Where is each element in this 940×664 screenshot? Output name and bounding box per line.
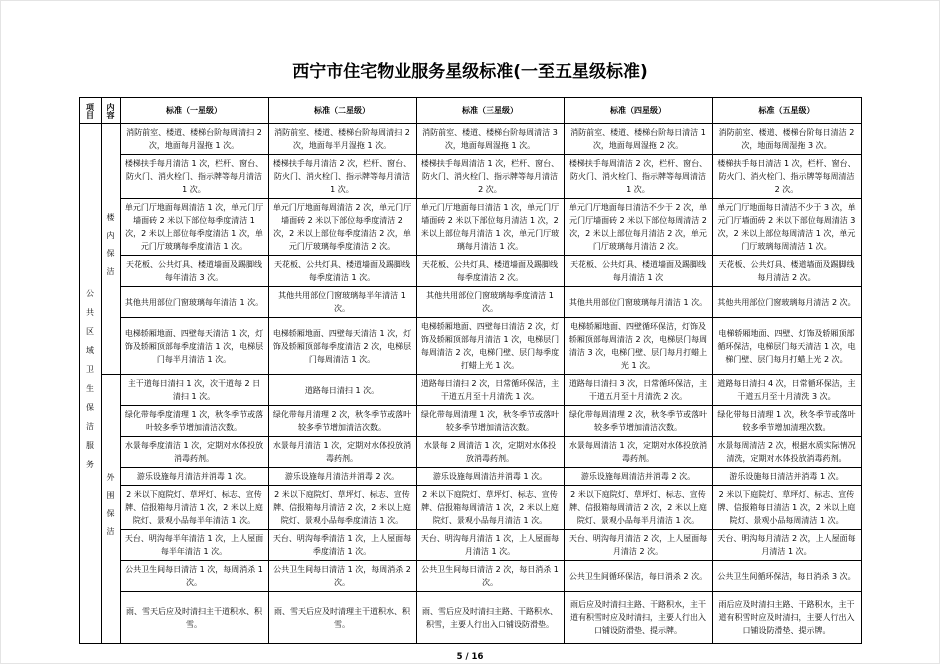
standard-cell: 其他共用部位门窗玻璃每月清洁 2 次。 <box>712 287 861 318</box>
table-header-row <box>79 98 861 124</box>
table-row <box>79 199 861 256</box>
standard-cell: 公共卫生间每日清洁 1 次，每周消杀 1 次。 <box>120 561 268 592</box>
standard-cell: 绿化带每周清理 2 次，秋冬季节或落叶较多季节增加清洁次数。 <box>564 406 712 437</box>
standard-cell: 水景每周清洁 1 次，定期对水体投放消毒药剂。 <box>564 437 712 468</box>
project-label: 公共区域卫生保洁服务 <box>79 124 101 644</box>
standard-cell: 雨、雪后应及时清扫主路、干路积水、积雪，主要人行出入口铺设防滑垫。 <box>416 592 564 644</box>
standard-cell: 道路每日清扫 2 次，日常循环保洁，主干道五月至十月清洗 1 次。 <box>416 375 564 406</box>
standard-cell: 天花板、公共灯具、楼道墙面及踢脚线每季度清洁 1 次。 <box>268 256 416 287</box>
standard-cell: 雨、雪天后应及时清扫主干道积水、积雪。 <box>120 592 268 644</box>
standard-cell: 2 米以下庭院灯、草坪灯、标志、宣传牌、信报箱每周清洁 2 次，2 米以上庭院灯、景观小品每半月清洁 1 次。 <box>564 486 712 530</box>
header-standard-1star: 标准（一星级） <box>120 98 268 124</box>
standard-cell: 电梯轿厢地面、四壁、灯饰及轿厢顶部循环保洁，电梯层门每天清洁 1 次，电梯门壁、层门每月打蜡上光 2 次。 <box>712 318 861 375</box>
standard-cell: 主干道每日清扫 1 次，次干道每 2 日清扫 1 次。 <box>120 375 268 406</box>
standard-cell: 绿化带每季度清理 1 次，秋冬季节或落叶较多季节增加清洁次数。 <box>120 406 268 437</box>
standard-cell: 雨、雪天后应及时清理主干道积水、积雪。 <box>268 592 416 644</box>
table-row <box>79 256 861 287</box>
standard-cell: 天花板、公共灯具、楼道墙面及踢脚线每季度清洁 2 次。 <box>416 256 564 287</box>
standard-cell: 2 米以下庭院灯、草坪灯、标志、宣传牌、信报箱每日清洁 1 次，2 米以上庭院灯、景观小品每周清洁 1 次。 <box>712 486 861 530</box>
table-row <box>79 287 861 318</box>
header-content: 内容 <box>101 98 120 124</box>
standard-cell: 单元门厅地面每日清洁不少于 3 次，单元门厅墙面砖 2 米以下部位每周清洁 3 次，2 米以上部位每周清洁 1 次，单元门厅玻璃每周清洁 1 次。 <box>712 199 861 256</box>
standard-cell: 天台、明沟每月清洁 2 次，上人屋面每月清洁 2 次。 <box>564 530 712 561</box>
table-row <box>79 124 861 155</box>
standard-cell: 电梯轿厢地面、四壁每日清洁 2 次，灯饰及轿厢顶部每月清洁 1 次，电梯层门每周清洁 2 次，电梯门壁、层门每季度打蜡上光 1 次。 <box>416 318 564 375</box>
standard-cell: 楼梯扶手每月清洁 1 次，栏杆、窗台、防火门、消火栓门、指示牌等每月清洁 1 次。 <box>120 155 268 199</box>
standard-cell: 其他共用部位门窗玻璃每年清洁 1 次。 <box>120 287 268 318</box>
standard-cell: 2 米以下庭院灯、草坪灯、标志、宣传牌、信报箱每月清洁 1 次，2 米以上庭院灯、景观小品每半年清洁 1 次。 <box>120 486 268 530</box>
standard-cell: 天台、明沟每半年清洁 1 次，上人屋面每半年清洁 1 次。 <box>120 530 268 561</box>
standard-cell: 其他共用部位门窗玻璃每季度清洁 1 次。 <box>416 287 564 318</box>
table-row <box>79 592 861 644</box>
table-row <box>79 437 861 468</box>
table-row <box>79 530 861 561</box>
standard-cell: 绿化带每月清理 2 次，秋冬季节或落叶较多季节增加清洁次数。 <box>268 406 416 437</box>
standard-cell: 天花板、公共灯具、楼道墙面及踢脚线每月清洁 2 次。 <box>712 256 861 287</box>
standard-cell: 公共卫生间循环保洁，每日消杀 3 次。 <box>712 561 861 592</box>
standard-cell: 雨后应及时清扫主路、干路积水，主干道有积雪时应及时清扫，主要人行出入口铺设防滑垫、提示牌。 <box>564 592 712 644</box>
standard-cell: 楼梯扶手每周清洁 2 次，栏杆、窗台、防火门、消火栓门、指示牌等每周清洁 1 次。 <box>564 155 712 199</box>
standard-cell: 公共卫生间循环保洁，每日消杀 2 次。 <box>564 561 712 592</box>
section-label-outdoor: 外围保洁 <box>101 375 120 644</box>
standard-cell: 消防前室、楼道、楼梯台阶每周清扫 2 次，地面每月湿拖 1 次。 <box>120 124 268 155</box>
standard-cell: 楼梯扶手每周清洁 1 次，栏杆、窗台、防火门、消火栓门、指示牌等每月清洁 2 次。 <box>416 155 564 199</box>
standards-table <box>79 97 862 644</box>
standard-cell: 雨后应及时清扫主路、干路积水，主干道有积雪时应及时清扫，主要人行出入口铺设防滑垫、提示牌。 <box>712 592 861 644</box>
header-standard-4star: 标准（四星级） <box>564 98 712 124</box>
standard-cell: 游乐设施每月清洁并消毒 1 次。 <box>120 468 268 486</box>
standard-cell: 单元门厅地面每日清洁 1 次，单元门厅墙面砖 2 米以下部位每月清洁 1 次，2 米以上部位每月清洁 1 次，单元门厅玻璃每月清洁 1 次。 <box>416 199 564 256</box>
page-title: 西宁市住宅物业服务星级标准(一至五星级标准) <box>292 62 648 82</box>
standard-cell: 水景每季度清洁 1 次，定期对水体投放消毒药剂。 <box>120 437 268 468</box>
standard-cell: 2 米以下庭院灯、草坪灯、标志、宣传牌、信报箱每周清洁 1 次，2 米以上庭院灯、景观小品每月清洁 1 次。 <box>416 486 564 530</box>
standard-cell: 水景每 2 周清洁 1 次，定期对水体投放消毒药剂。 <box>416 437 564 468</box>
standard-cell: 天花板、公共灯具、楼道墙面及踢脚线每年清洁 3 次。 <box>120 256 268 287</box>
table-row <box>79 155 861 199</box>
standard-cell: 楼梯扶手每月清洁 2 次，栏杆、窗台、防火门、消火栓门、指示牌等每月清洁 1 次。 <box>268 155 416 199</box>
standard-cell: 消防前室、楼道、楼梯台阶每周清扫 2 次，地面每半月湿拖 1 次。 <box>268 124 416 155</box>
standard-cell: 消防前室、楼道、楼梯台阶每周清洁 3 次，地面每周湿拖 1 次。 <box>416 124 564 155</box>
table-row <box>79 406 861 437</box>
header-standard-5star: 标准（五星级） <box>712 98 861 124</box>
standard-cell: 绿化带每日清理 1 次，秋冬季节或落叶较多季节增加清理次数。 <box>712 406 861 437</box>
standard-cell: 单元门厅地面每日清洁不少于 2 次，单元门厅墙面砖 2 米以下部位每周清洁 2 次，2 米以上部位每月清洁 2 次，单元门厅玻璃每月清洁 2 次。 <box>564 199 712 256</box>
standard-cell: 单元门厅地面每周清洁 2 次，单元门厅墙面砖 2 米以下部位每季度清洁 2 次，2 米以上部位每季度清洁 2 次，单元门厅玻璃每季度清洁 2 次。 <box>268 199 416 256</box>
standard-cell: 水景每周清洁 2 次，根据水质实际情况清洗，定期对水体投放消毒药剂。 <box>712 437 861 468</box>
header-standard-2star: 标准（二星级） <box>268 98 416 124</box>
standard-cell: 2 米以下庭院灯、草坪灯、标志、宣传牌、信报箱每月清洁 2 次，2 米以上庭院灯、景观小品每季度清洁 1 次。 <box>268 486 416 530</box>
standard-cell: 道路每日清扫 3 次，日常循环保洁，主干道五月至十月清洗 2 次。 <box>564 375 712 406</box>
standard-cell: 电梯轿厢地面、四壁每天清洁 1 次，灯饰及轿厢顶部每季度清洁 1 次，电梯层门每半月清洁 1 次。 <box>120 318 268 375</box>
standard-cell: 消防前室、楼道、楼梯台阶每日清洁 1 次，地面每周湿拖 2 次。 <box>564 124 712 155</box>
standard-cell: 公共卫生间每日清洁 1 次，每周消杀 2 次。 <box>268 561 416 592</box>
standard-cell: 道路每日清扫 1 次。 <box>268 375 416 406</box>
table-row <box>79 486 861 530</box>
standard-cell: 游乐设施每日清洁并消毒 1 次。 <box>712 468 861 486</box>
standard-cell: 绿化带每周清理 1 次，秋冬季节或落叶较多季节增加清洁次数。 <box>416 406 564 437</box>
page-number: 5 / 16 <box>456 652 484 662</box>
standard-cell: 电梯轿厢地面、四壁每天清洁 1 次，灯饰及轿厢顶部每季度清洁 2 次，电梯层门每周清洁 1 次。 <box>268 318 416 375</box>
table-body <box>79 124 861 644</box>
header-standard-3star: 标准（三星级） <box>416 98 564 124</box>
standard-cell: 天台、明沟每月清洁 2 次，上人屋面每月清洁 1 次。 <box>712 530 861 561</box>
standard-cell: 游乐设施每月清洁并消毒 2 次。 <box>268 468 416 486</box>
standard-cell: 其他共用部位门窗玻璃每月清洁 1 次。 <box>564 287 712 318</box>
standard-cell: 其他共用部位门窗玻璃每半年清洁 1 次。 <box>268 287 416 318</box>
standard-cell: 游乐设施每周清洁并消毒 1 次。 <box>416 468 564 486</box>
standard-cell: 天花板、公共灯具、楼道墙面及踢脚线每月清洁 1 次 <box>564 256 712 287</box>
header-project: 项目 <box>79 98 101 124</box>
standard-cell: 道路每日清扫 4 次，日常循环保洁，主干道五月至十月清洗 3 次。 <box>712 375 861 406</box>
standard-cell: 单元门厅地面每周清洁 1 次，单元门厅墙面砖 2 米以下部位每季度清洁 1 次，2 米以上部位每季度清洁 1 次，单元门厅玻璃每季度清洁 1 次。 <box>120 199 268 256</box>
standard-cell: 楼梯扶手每日清洁 1 次，栏杆、窗台、防火门、消火栓门、指示牌等每周清洁 2 次。 <box>712 155 861 199</box>
standard-cell: 天台、明沟每季清洁 1 次，上人屋面每季度清洁 1 次。 <box>268 530 416 561</box>
standard-cell: 天台、明沟每月清洁 1 次，上人屋面每月清洁 1 次。 <box>416 530 564 561</box>
table-row <box>79 561 861 592</box>
standard-cell: 消防前室、楼道、楼梯台阶每日清洁 2 次，地面每周湿拖 3 次。 <box>712 124 861 155</box>
standard-cell: 电梯轿厢地面、四壁循环保洁，灯饰及轿厢顶部每周清洁 2 次，电梯层门每周清洁 3 次，电梯门壁、层门每月打蜡上光 1 次。 <box>564 318 712 375</box>
table-row <box>79 468 861 486</box>
table-row <box>79 375 861 406</box>
section-label-indoor: 楼内保洁 <box>101 124 120 375</box>
standard-cell: 游乐设施每周清洁并消毒 2 次。 <box>564 468 712 486</box>
table-row <box>79 318 861 375</box>
standard-cell: 公共卫生间每日清洁 2 次，每日消杀 1 次。 <box>416 561 564 592</box>
standard-cell: 水景每月清洁 1 次，定期对水体投放消毒药剂。 <box>268 437 416 468</box>
